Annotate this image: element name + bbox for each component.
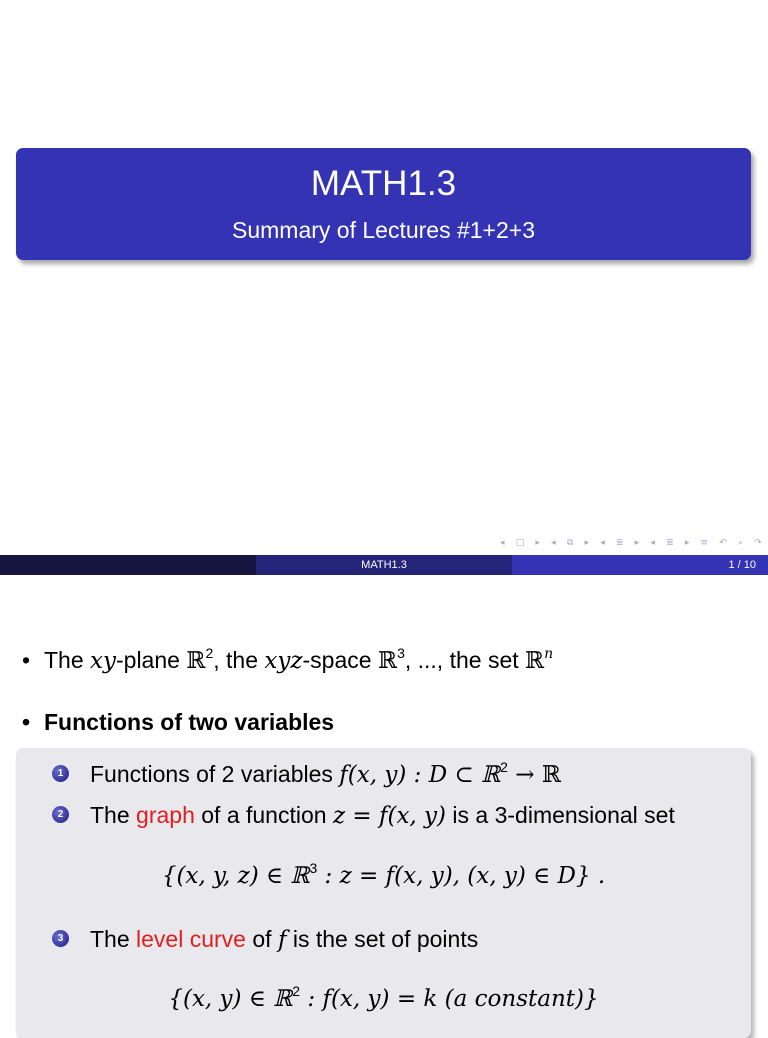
math-text: : f(x, y) = k (a constant)} (300, 986, 599, 1012)
section-icon[interactable]: ≣ (666, 538, 674, 548)
nav-right-arrow-icon[interactable]: ▸ (684, 538, 690, 548)
display-equation-level-curve (16, 985, 751, 1012)
superscript: n (544, 646, 554, 662)
footer-left-segment (0, 555, 256, 575)
display-equation-graph (16, 862, 751, 889)
math-text: z = f(x, y) (332, 803, 447, 829)
superscript: 3 (397, 645, 405, 661)
text: , the (213, 647, 265, 673)
superscript: 2 (500, 759, 508, 775)
math-text: xy (90, 648, 116, 674)
highlight-term: level curve (136, 926, 246, 952)
nav-right-arrow-icon[interactable]: ▸ (634, 538, 640, 548)
math-symbol: ℝ (525, 648, 545, 674)
math-symbol: ℝ (377, 648, 398, 674)
nav-left-arrow-icon[interactable]: ◂ (600, 538, 605, 548)
text: is the set of points (286, 926, 479, 952)
nav-left-arrow-icon[interactable]: ◂ (551, 538, 556, 548)
math-text: f (277, 927, 287, 953)
text: of a function (194, 802, 333, 828)
item-text (90, 759, 561, 790)
nav-right-arrow-icon[interactable]: ▸ (584, 538, 590, 548)
text: The (90, 802, 137, 828)
nav-right-arrow-icon[interactable]: ▸ (535, 538, 540, 548)
text: -space (302, 647, 378, 673)
item-number-badge: 3 (52, 930, 69, 947)
math-text: : z = f(x, y), (x, y) ∈ D} . (317, 863, 606, 889)
slide-subtitle: Summary of Lectures #1+2+3 (232, 217, 535, 243)
undo-icon[interactable]: ↶ (719, 538, 727, 548)
subsection-icon[interactable]: ⧉ (566, 538, 574, 548)
search-icon[interactable]: ⌕ (738, 538, 744, 548)
item-text (90, 924, 478, 955)
math-text: xyz (264, 648, 303, 674)
bullet-spaces (22, 645, 553, 676)
nav-left-arrow-icon[interactable]: ◂ (500, 538, 505, 548)
section-icon[interactable]: ≣ (615, 538, 624, 548)
superscript: 2 (292, 983, 301, 999)
toc-icon[interactable]: ≡ (700, 538, 709, 548)
footer-bar (0, 555, 768, 575)
math-symbol: ℝ (186, 648, 206, 674)
text: The (90, 926, 137, 952)
title-block (16, 148, 751, 260)
enumerate-block (16, 748, 751, 1038)
math-text: f(x, y) : D ⊂ ℝ (339, 762, 501, 788)
beamer-navigation (500, 536, 762, 550)
item-text (90, 800, 675, 831)
text: of (245, 926, 278, 952)
text: -plane (116, 647, 187, 673)
superscript: 3 (309, 860, 318, 876)
nav-left-arrow-icon[interactable]: ◂ (650, 538, 655, 548)
bullet-dot: • (22, 709, 31, 735)
text: The (44, 647, 91, 673)
math-text: {(x, y) ∈ ℝ (168, 986, 293, 1012)
redo-icon[interactable]: ↷ (754, 538, 762, 548)
math-text: → ℝ (507, 762, 561, 788)
text: , ..., the set (404, 647, 526, 673)
item-number-badge: 1 (52, 765, 69, 782)
bullet-dot: • (22, 647, 31, 673)
text: Functions of 2 variables (90, 761, 340, 787)
math-text: {(x, y, z) ∈ ℝ (161, 863, 310, 889)
item-number-badge: 2 (52, 806, 69, 823)
frame-icon[interactable]: □ (515, 538, 525, 548)
text: is a 3-dimensional set (446, 802, 675, 828)
highlight-term: graph (136, 802, 195, 828)
footer-title: MATH1.3 (256, 555, 512, 575)
slide-title: MATH1.3 (310, 164, 457, 203)
heading-text: Functions of two variables (44, 709, 335, 735)
superscript: 2 (205, 645, 214, 661)
bullet-functions-heading (22, 707, 334, 737)
footer-page-number: 1 / 10 (512, 555, 768, 575)
